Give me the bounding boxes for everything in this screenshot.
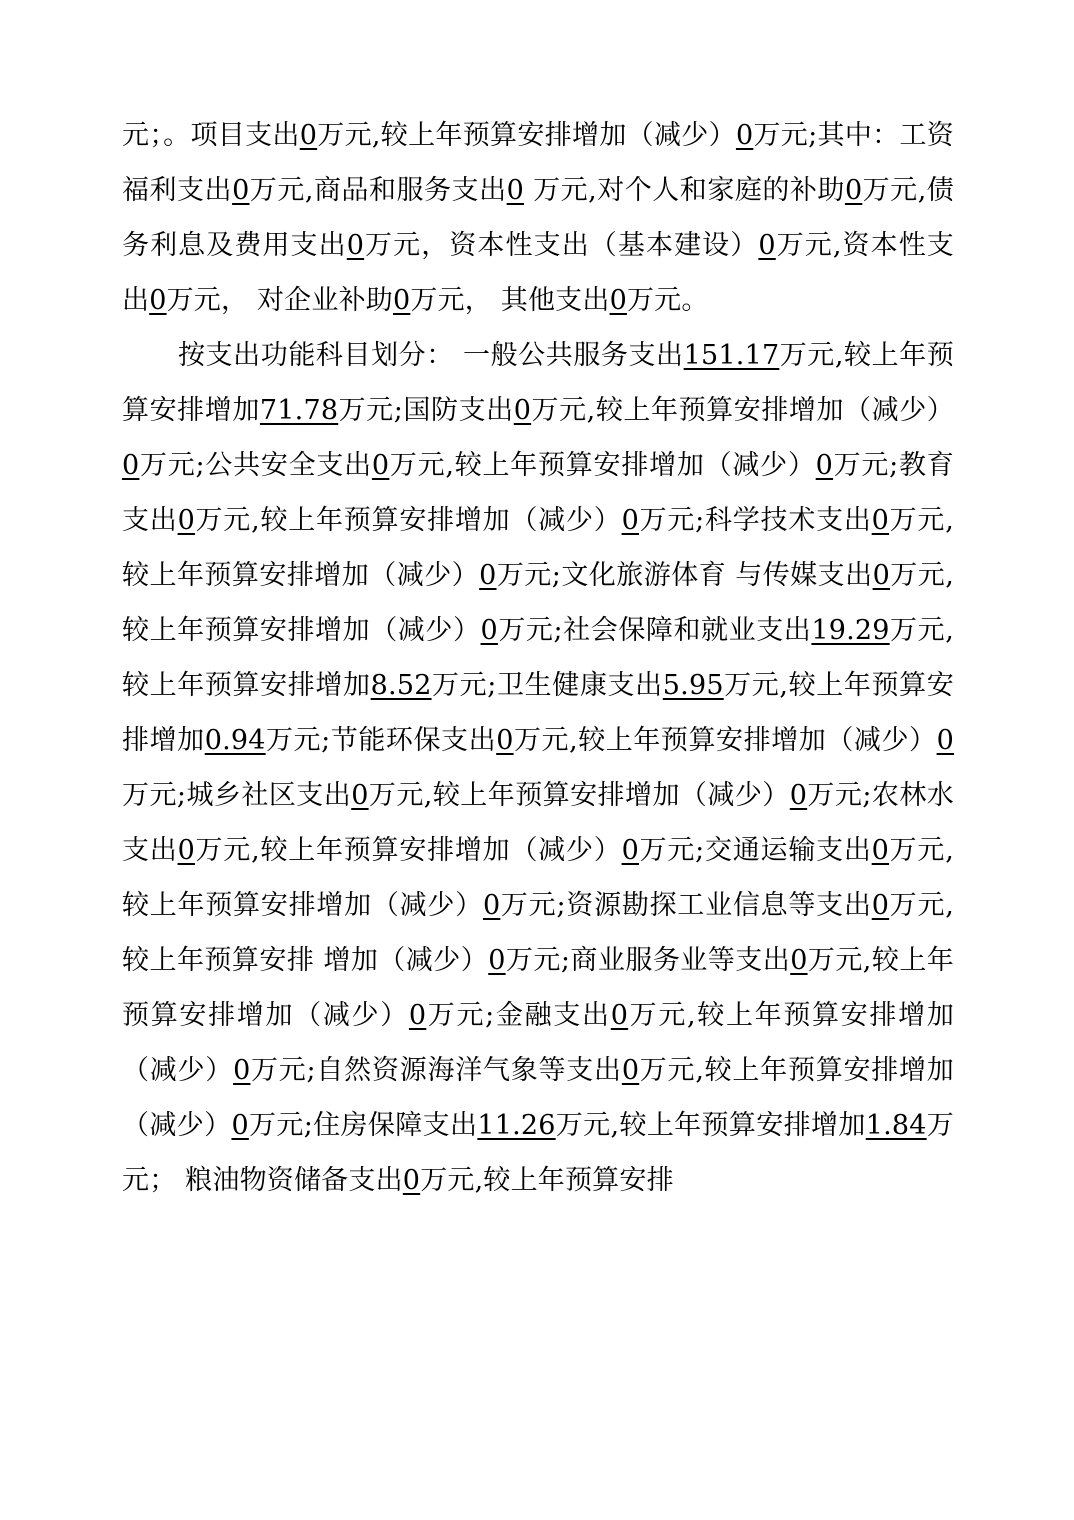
- text-run: 万元;教育支出: [122, 450, 954, 536]
- text-run: 万元;其中：工资福利支出: [122, 120, 954, 206]
- text-run: 万元,对个人和家庭的补助: [524, 175, 845, 206]
- underlined-value: 0.94: [204, 725, 266, 756]
- underlined-value: 0: [346, 230, 365, 261]
- text-run: 万元,较上年 预算安排增加（减少）: [122, 945, 954, 1031]
- text-run: 万元;城乡社区支出: [122, 780, 352, 811]
- underlined-value: 0: [871, 835, 890, 866]
- text-run: 万元,较上年预算安排增加（减少）: [194, 505, 622, 536]
- text-run: 万元;资源勘探工业信息等支出: [500, 890, 872, 921]
- text-run: 万元,较上年预算安排增加（减少）: [317, 120, 736, 151]
- underlined-value: 0: [621, 835, 639, 866]
- para-expenditure-function: [122, 328, 954, 1208]
- underlined-value: 0: [392, 285, 411, 316]
- underlined-value: 0: [122, 450, 140, 481]
- text-run: 万元;公共安全支出: [139, 450, 372, 481]
- underlined-value: 0: [871, 505, 890, 536]
- text-run: 万元,较上年预算安排增加（减少）: [194, 835, 622, 866]
- text-run: 按支出功能科目划分： 一般公共服务支出: [178, 340, 684, 371]
- underlined-value: 0: [479, 560, 497, 591]
- underlined-value: 0: [232, 175, 250, 206]
- text-run: 元；。项目支出: [122, 120, 300, 151]
- underlined-value: 0: [621, 1055, 640, 1086]
- underlined-value: 0: [371, 450, 390, 481]
- underlined-value: 0: [488, 945, 506, 976]
- underlined-value: 0: [735, 120, 754, 151]
- text-run: 万元;住房保障支出: [248, 1110, 478, 1141]
- underlined-value: 0: [789, 780, 808, 811]
- underlined-value: 0: [496, 725, 514, 756]
- text-run: 万元,较上年预算安排增加（减少）: [122, 1000, 955, 1086]
- text-run: 万元;社会保障和就业支出: [497, 615, 812, 646]
- text-run: 万元,较上年预算安排增加（减少）: [122, 835, 954, 921]
- underlined-value: 0: [149, 285, 167, 316]
- underlined-value: 5.95: [662, 670, 724, 701]
- underlined-value: 71.78: [259, 395, 339, 426]
- underlined-value: 0: [299, 120, 318, 151]
- underlined-value: 0: [790, 945, 808, 976]
- text-run: 万元,资本性支出: [122, 230, 954, 316]
- text-run: 万元;国防支出: [338, 395, 514, 426]
- underlined-value: 0: [482, 890, 501, 921]
- underlined-value: 0: [815, 450, 834, 481]
- text-run: 万元,较上年预算安排增加（减少）: [122, 505, 954, 591]
- underlined-value: 0: [506, 175, 524, 206]
- underlined-value: 0: [844, 175, 863, 206]
- text-run: 万元,较上年预算安排增加（减少）: [389, 450, 816, 481]
- text-run: 万元;节能环保支出: [265, 725, 497, 756]
- text-run: 万元;卫生健康支出: [431, 670, 663, 701]
- text-run: 万元,较上年预算安排增加: [122, 340, 955, 426]
- underlined-value: 11.26: [477, 1110, 556, 1141]
- underlined-value: 0: [233, 1055, 251, 1086]
- underlined-value: 0: [936, 725, 954, 756]
- underlined-value: 151.17: [683, 340, 780, 371]
- text-run: 万元， 对企业补助: [166, 285, 393, 316]
- text-run: 万元,较上年预算安排增加: [122, 615, 954, 701]
- text-run: 万元,较上年预算安排 增加（减少）: [122, 890, 954, 976]
- underlined-value: 19.29: [811, 615, 890, 646]
- text-run: 万元;农林水支出: [122, 780, 954, 866]
- underlined-value: 0: [513, 395, 532, 426]
- underlined-value: 0: [609, 285, 627, 316]
- para-expenditure-economic: [122, 108, 954, 328]
- underlined-value: 1.84: [865, 1110, 927, 1141]
- text-run: 万元;交通运输支出: [638, 835, 872, 866]
- text-run: 万元,较上年预算安排增加（减少）: [531, 395, 955, 426]
- underlined-value: 0: [402, 1165, 421, 1196]
- text-run: 万元;科学技术支出: [638, 505, 872, 536]
- underlined-value: 8.52: [370, 670, 432, 701]
- underlined-value: 0: [231, 1110, 249, 1141]
- text-run: 万元,较上年预算安排增加（减少）: [122, 560, 954, 646]
- text-run: 万元,较上年预算安排增加: [555, 1110, 866, 1141]
- text-run: 万元,较上年预算安排: [420, 1165, 674, 1196]
- text-run: 万元。: [626, 285, 709, 316]
- text-run: 万元;文化旅游体育 与传媒支出: [496, 560, 873, 591]
- underlined-value: 0: [351, 780, 369, 811]
- text-run: 万元， 其他支出: [410, 285, 610, 316]
- underlined-value: 0: [621, 505, 639, 536]
- text-run: 万元,商品和服务支出: [249, 175, 507, 206]
- underlined-value: 0: [872, 560, 890, 591]
- text-run: 万元;金融支出: [426, 1000, 611, 1031]
- text-run: 万元,较上年预算安排增加（减少）: [122, 1055, 954, 1141]
- underlined-value: 0: [871, 890, 890, 921]
- underlined-value: 0: [408, 1000, 427, 1031]
- text-run: 万元，资本性支出（基本建设）: [364, 230, 759, 261]
- text-run: 万元； 粮油物资储备支出: [122, 1110, 955, 1196]
- text-run: 万元;自然资源海洋气象等支出: [250, 1055, 622, 1086]
- text-run: 万元,较上年预算安排增加: [122, 670, 954, 756]
- text-run: 万元;商业服务业等支出: [505, 945, 791, 976]
- underlined-value: 0: [480, 615, 498, 646]
- text-run: 万元,债务利息及费用支出: [122, 175, 954, 261]
- underlined-value: 0: [177, 505, 195, 536]
- text-run: 万元,较上年预算安排增加（减少）: [513, 725, 937, 756]
- underlined-value: 0: [610, 1000, 629, 1031]
- text-run: 万元,较上年预算安排增加（减少）: [368, 780, 790, 811]
- underlined-value: 0: [177, 835, 195, 866]
- underlined-value: 0: [758, 230, 776, 261]
- document-body: [122, 108, 954, 1208]
